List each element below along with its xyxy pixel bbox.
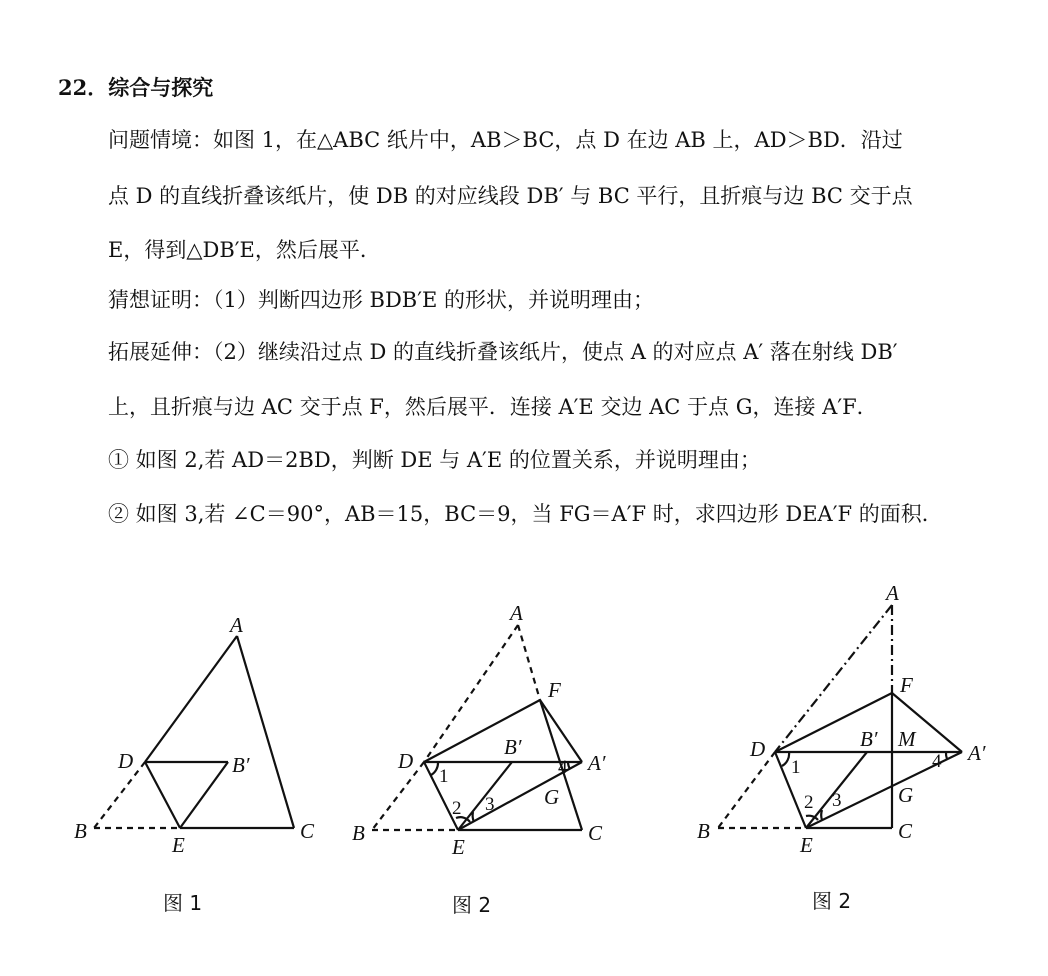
segment-bpe	[180, 762, 228, 828]
problem-text-line: 点 D 的直线折叠该纸片，使 DB 的对应线段 DB′ 与 BC 平行，且折痕与边 BC 交于点	[108, 184, 913, 208]
segment-df	[424, 700, 540, 762]
angle-label-1: 1	[439, 766, 449, 787]
angle-3-arc	[821, 810, 822, 820]
label-c: C	[898, 819, 913, 843]
segment-de	[145, 762, 180, 828]
angle-label-2: 2	[452, 798, 462, 819]
problem-title: 22．综合与探究	[58, 75, 214, 100]
angle-label-2: 2	[804, 792, 814, 813]
angle-label-1: 1	[791, 757, 801, 778]
segment-af-dashed	[518, 625, 540, 700]
label-e: E	[452, 835, 465, 859]
problem-text-line: E，得到△DB′E，然后展平．	[108, 238, 381, 262]
problem-text-line: 上，且折痕与边 AC 交于点 F，然后展平．连接 A′E 交边 AC 于点 G，连接 A′F．	[108, 395, 878, 419]
segment-ac	[237, 636, 294, 828]
label-c: C	[588, 821, 603, 845]
label-b: B	[697, 819, 710, 843]
figure-2-caption: 图 2	[452, 893, 492, 917]
problem-text-line: 猜想证明：（1）判断四边形 BDB′E 的形状，并说明理由；	[108, 288, 655, 312]
label-a-prime: A′	[588, 751, 606, 775]
segment-ad	[145, 636, 237, 762]
label-d: D	[398, 749, 414, 773]
figure-1-caption: 图 1	[163, 891, 203, 915]
angle-4-arc	[946, 752, 947, 759]
figure-3-caption: 图 2	[812, 889, 852, 913]
label-a-prime: A′	[968, 741, 986, 765]
problem-text-line: 问题情境：如图 1，在△ABC 纸片中，AB＞BC，点 D 在边 AB 上，AD＞BD．沿过	[108, 128, 903, 152]
label-g: G	[898, 783, 914, 807]
label-g: G	[544, 785, 560, 809]
figure-1	[94, 636, 294, 828]
angle-label-3: 3	[485, 794, 495, 815]
label-d: D	[118, 749, 134, 773]
label-b: B	[352, 821, 365, 845]
label-a: A	[510, 601, 523, 625]
label-m: M	[898, 727, 916, 751]
problem-text-line: ① 如图 2,若 AD＝2BD，判断 DE 与 A′E 的位置关系，并说明理由；	[108, 448, 761, 472]
label-c: C	[300, 819, 315, 843]
label-a: A	[886, 581, 899, 605]
label-f: F	[548, 678, 561, 702]
label-e: E	[172, 833, 185, 857]
angle-label-4: 4	[558, 757, 568, 778]
angle-label-4: 4	[932, 751, 942, 772]
segment-fap	[540, 700, 582, 762]
angle-1-arc	[782, 752, 789, 766]
label-e: E	[800, 833, 813, 857]
label-b-prime: B′	[860, 727, 878, 751]
label-b-prime: B′	[504, 735, 522, 759]
segment-bd-dashed	[718, 752, 775, 828]
label-d: D	[750, 737, 766, 761]
problem-text-line: 拓展延伸：（2）继续沿过点 D 的直线折叠该纸片，使点 A 的对应点 A′ 落在射线 DB′	[108, 340, 898, 364]
label-b: B	[74, 819, 87, 843]
angle-3-arc	[473, 812, 474, 822]
label-a: A	[230, 613, 243, 637]
angle-1-arc	[431, 762, 438, 775]
angle-label-3: 3	[832, 790, 842, 811]
label-b-prime: B′	[232, 753, 250, 777]
problem-text-line: ② 如图 3,若 ∠C＝90°，AB＝15，BC＝9，当 FG＝A′F 时，求四边形 DEA′F 的面积．	[108, 502, 943, 526]
label-f: F	[900, 673, 913, 697]
